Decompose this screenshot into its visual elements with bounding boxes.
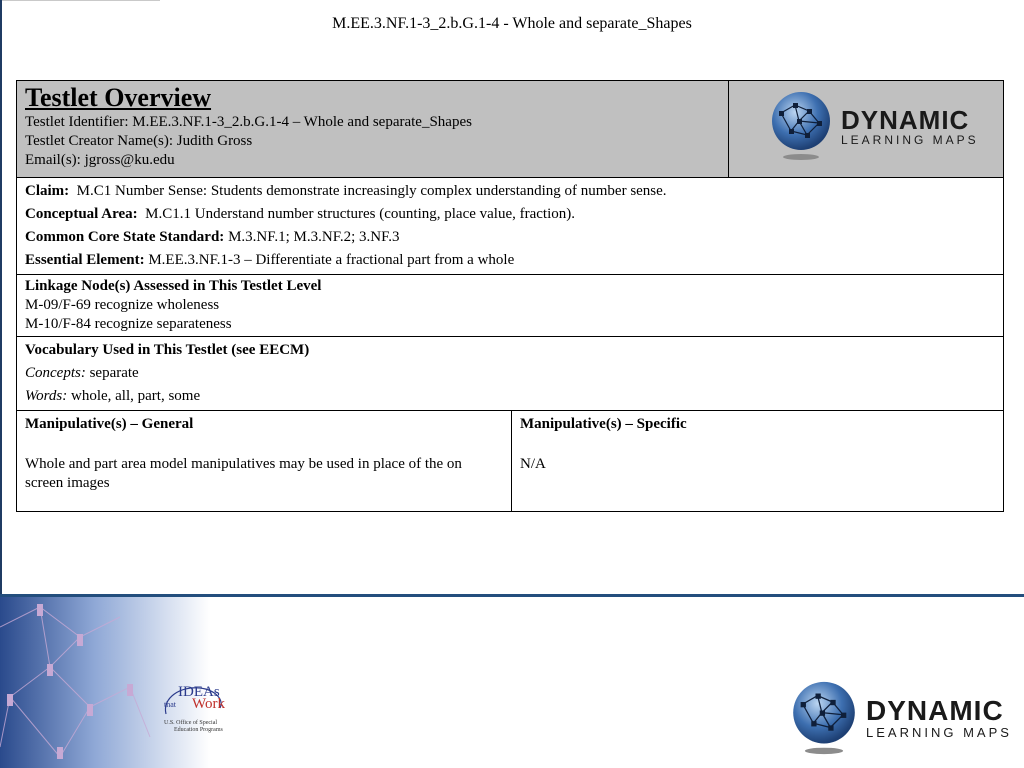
manipulatives-general-text: Whole and part area model manipulatives may be used in place of the on screen images <box>25 456 462 491</box>
dlm-name: DYNAMIC <box>866 695 1004 727</box>
osep-caption <box>164 720 254 734</box>
claim-label: Claim: <box>25 183 70 199</box>
essential-element-label: Essential Element: <box>25 252 145 268</box>
linkage-node: M-10/F-84 recognize separateness <box>25 316 232 332</box>
dlm-wordmark <box>841 104 979 147</box>
vocabulary-cell <box>17 337 1004 411</box>
vocabulary-title: Vocabulary Used in This Testlet (see EECM) <box>25 342 310 358</box>
ideas-that-work-logo <box>160 684 250 744</box>
claim-line <box>25 180 995 203</box>
overview-row <box>17 81 1004 178</box>
manipulatives-specific-title: Manipulative(s) – Specific <box>520 416 687 432</box>
dlm-logo-header <box>769 91 995 163</box>
claim-text: M.C1 Number Sense: Students demonstrate increasingly complex understanding of number sense. <box>76 183 667 199</box>
linkage-title: Linkage Node(s) Assessed in This Testlet Level <box>25 278 322 294</box>
dlm-sub: LEARNING MAPS <box>866 725 1012 741</box>
standards-row <box>17 178 1004 275</box>
concepts-label: Concepts: <box>25 365 86 381</box>
vocabulary-row <box>17 337 1004 411</box>
header-logo-cell <box>729 81 1004 178</box>
left-rule <box>0 0 2 596</box>
dlm-wordmark <box>866 697 1012 741</box>
concepts-text: separate <box>89 365 139 381</box>
ccss-label: Common Core State Standard: <box>25 229 225 245</box>
globe-icon <box>769 91 833 163</box>
ccss-text: M.3.NF.1; M.3.NF.2; 3.NF.3 <box>228 229 400 245</box>
manipulatives-general-cell <box>17 411 512 512</box>
linkage-row <box>17 275 1004 337</box>
linkage-cell <box>17 275 1004 337</box>
essential-element-text: M.EE.3.NF.1-3 – Differentiate a fractional part from a whole <box>148 252 515 268</box>
overview-title: Testlet Overview <box>25 83 212 112</box>
words-label: Words: <box>25 388 68 404</box>
overview-cell <box>17 81 729 178</box>
work-word: Work <box>192 696 225 712</box>
dlm-logo-footer <box>790 680 1012 758</box>
manipulatives-row <box>17 411 1004 512</box>
page-title: M.EE.3.NF.1-3_2.b.G.1-4 - Whole and separate_Shapes <box>332 15 692 32</box>
dlm-name: DYNAMIC <box>841 104 970 135</box>
ideas-word: IDEAs <box>178 684 220 700</box>
osep-line-1: U.S. Office of Special <box>164 720 218 726</box>
dlm-sub: LEARNING MAPS <box>841 132 979 147</box>
concepts-line <box>25 362 995 385</box>
words-text: whole, all, part, some <box>70 388 201 404</box>
top-rule <box>0 0 160 1</box>
testlet-email: Email(s): jgross@ku.edu <box>25 152 175 168</box>
conceptual-area-text: M.C1.1 Understand number structures (counting, place value, fraction). <box>145 206 576 222</box>
manipulatives-specific-cell <box>512 411 1004 512</box>
testlet-creator: Testlet Creator Name(s): Judith Gross <box>25 133 253 149</box>
conceptual-area-line <box>25 203 995 226</box>
globe-icon <box>790 680 858 758</box>
standards-cell <box>17 178 1004 275</box>
testlet-overview-table <box>16 80 1004 512</box>
that-word: that <box>164 700 176 709</box>
essential-element-line <box>25 249 995 272</box>
words-line <box>25 385 995 408</box>
osep-line-2: Education Programs <box>174 727 223 733</box>
linkage-node: M-09/F-69 recognize wholeness <box>25 297 220 313</box>
manipulatives-general-title: Manipulative(s) – General <box>25 416 194 432</box>
ccss-line <box>25 226 995 249</box>
testlet-identifier: Testlet Identifier: M.EE.3.NF.1-3_2.b.G.1-4 – Whole and separate_Shapes <box>25 114 472 130</box>
conceptual-area-label: Conceptual Area: <box>25 206 138 222</box>
manipulatives-specific-text: N/A <box>520 456 546 472</box>
slide-footer <box>0 594 1024 768</box>
